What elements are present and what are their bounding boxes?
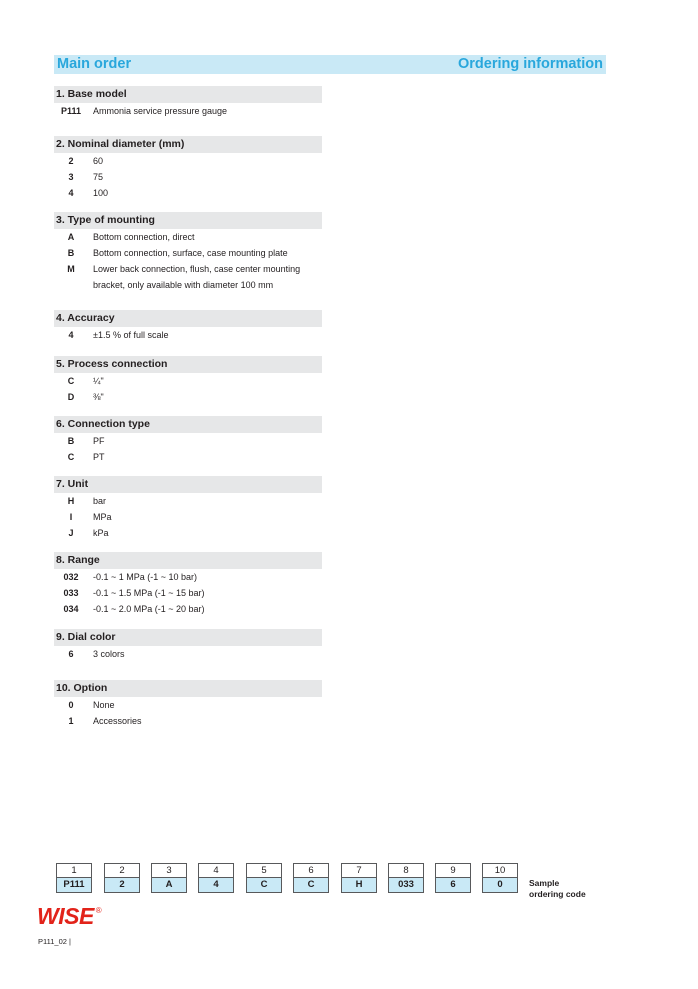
option-row: [54, 261, 322, 293]
option-row: [54, 327, 322, 343]
ordering-information-heading: Ordering information: [458, 56, 603, 72]
option-row: [54, 697, 322, 713]
section-banner: [54, 55, 606, 74]
option-description: Ammonia service pressure gauge: [93, 106, 228, 116]
section-title: 9. Dial color: [54, 629, 322, 646]
option-description: ¼": [93, 376, 104, 386]
position-value: 2: [104, 877, 140, 893]
code-box: [56, 863, 92, 893]
option-description: -0.1 ~ 2.0 MPa (-1 ~ 20 bar): [93, 604, 205, 614]
option-row: [54, 389, 322, 405]
option-code: M: [67, 264, 75, 274]
option-row: [54, 585, 322, 601]
code-box: [435, 863, 471, 893]
position-value: 6: [435, 877, 471, 893]
position-value: C: [293, 877, 329, 893]
section-title: 10. Option: [54, 680, 322, 697]
section-option: [54, 680, 322, 729]
option-description: 60: [93, 156, 104, 166]
option-description: Bottom connection, direct: [93, 232, 195, 242]
section-title: 5. Process connection: [54, 356, 322, 373]
option-code: B: [67, 248, 75, 258]
option-description: ⅜": [93, 392, 104, 402]
option-description: PT: [93, 452, 105, 462]
section-range: [54, 552, 322, 617]
position-value: C: [246, 877, 282, 893]
code-box: [151, 863, 187, 893]
wise-logo: [37, 903, 101, 930]
footer-divider: |: [69, 937, 71, 946]
section-title: 8. Range: [54, 552, 322, 569]
section-title: 1. Base model: [54, 86, 322, 103]
logo-text: WISE: [37, 903, 94, 929]
section-unit: [54, 476, 322, 541]
position-number: 9: [435, 863, 471, 877]
position-number: 2: [104, 863, 140, 877]
option-row: [54, 525, 322, 541]
section-connection-type: [54, 416, 322, 465]
option-description: ±1.5 % of full scale: [93, 330, 169, 340]
position-number: 5: [246, 863, 282, 877]
option-code: 6: [68, 649, 74, 659]
code-box: [293, 863, 329, 893]
section-nominal-diameter: [54, 136, 322, 201]
section-base-model: [54, 86, 322, 119]
position-number: 8: [388, 863, 424, 877]
option-row: [54, 245, 322, 261]
option-row: [54, 433, 322, 449]
option-description: bar: [93, 496, 107, 506]
option-description: Lower back connection, flush, case center mounting bracket, only available with diameter 100 mm: [93, 264, 301, 290]
option-code: H: [67, 496, 75, 506]
section-title: 3. Type of mounting: [54, 212, 322, 229]
option-description: 100: [93, 188, 109, 198]
option-code: 4: [68, 188, 74, 198]
section-type-of-mounting: [54, 212, 322, 293]
option-row: [54, 569, 322, 585]
option-code: 0: [68, 700, 74, 710]
option-code: P111: [60, 106, 82, 116]
position-value: P111: [56, 877, 92, 893]
option-code: C: [67, 376, 75, 386]
option-code: D: [67, 392, 75, 402]
option-row: [54, 601, 322, 617]
option-row: [54, 373, 322, 389]
option-description: PF: [93, 436, 105, 446]
option-description: 75: [93, 172, 104, 182]
option-description: -0.1 ~ 1 MPa (-1 ~ 10 bar): [93, 572, 198, 582]
code-box: [482, 863, 518, 893]
option-code: 3: [68, 172, 74, 182]
section-dial-color: [54, 629, 322, 662]
option-description: -0.1 ~ 1.5 MPa (-1 ~ 15 bar): [93, 588, 205, 598]
code-box: [104, 863, 140, 893]
option-row: [54, 646, 322, 662]
code-box: [341, 863, 377, 893]
option-code: 032: [63, 572, 79, 582]
section-accuracy: [54, 310, 322, 343]
sample-label-line2: ordering code: [529, 889, 586, 899]
position-value: 0: [482, 877, 518, 893]
option-description: Bottom connection, surface, case mounting plate: [93, 248, 288, 258]
registered-mark: ®: [95, 906, 102, 916]
position-number: 3: [151, 863, 187, 877]
page-code: P111_02: [38, 937, 67, 946]
option-row: [54, 713, 322, 729]
option-description: MPa: [93, 512, 112, 522]
option-code: 4: [68, 330, 74, 340]
position-number: 7: [341, 863, 377, 877]
option-row: [54, 153, 322, 169]
option-description: None: [93, 700, 115, 710]
position-value: H: [341, 877, 377, 893]
position-number: 4: [198, 863, 234, 877]
page-footer: [38, 937, 71, 946]
option-code: 1: [68, 716, 74, 726]
sample-ordering-label: [529, 878, 586, 900]
option-description: kPa: [93, 528, 109, 538]
option-code: I: [69, 512, 73, 522]
option-row: [54, 103, 322, 119]
position-value: 4: [198, 877, 234, 893]
option-row: [54, 229, 322, 245]
option-code: J: [68, 528, 74, 538]
code-box: [388, 863, 424, 893]
option-code: B: [67, 436, 75, 446]
section-title: 2. Nominal diameter (mm): [54, 136, 322, 153]
section-process-connection: [54, 356, 322, 405]
sample-label-line1: Sample: [529, 878, 560, 888]
option-description: 3 colors: [93, 649, 125, 659]
option-code: 033: [63, 588, 79, 598]
option-row: [54, 169, 322, 185]
position-number: 10: [482, 863, 518, 877]
code-box: [246, 863, 282, 893]
option-code: A: [67, 232, 75, 242]
main-order-heading: Main order: [57, 56, 132, 72]
option-row: [54, 185, 322, 201]
position-number: 1: [56, 863, 92, 877]
option-code: 034: [63, 604, 79, 614]
position-value: 033: [388, 877, 424, 893]
option-code: C: [67, 452, 75, 462]
option-description: Accessories: [93, 716, 142, 726]
section-title: 7. Unit: [54, 476, 322, 493]
position-value: A: [151, 877, 187, 893]
code-box: [198, 863, 234, 893]
position-number: 6: [293, 863, 329, 877]
option-row: [54, 493, 322, 509]
option-row: [54, 449, 322, 465]
section-title: 4. Accuracy: [54, 310, 322, 327]
option-row: [54, 509, 322, 525]
section-title: 6. Connection type: [54, 416, 322, 433]
option-code: 2: [68, 156, 74, 166]
